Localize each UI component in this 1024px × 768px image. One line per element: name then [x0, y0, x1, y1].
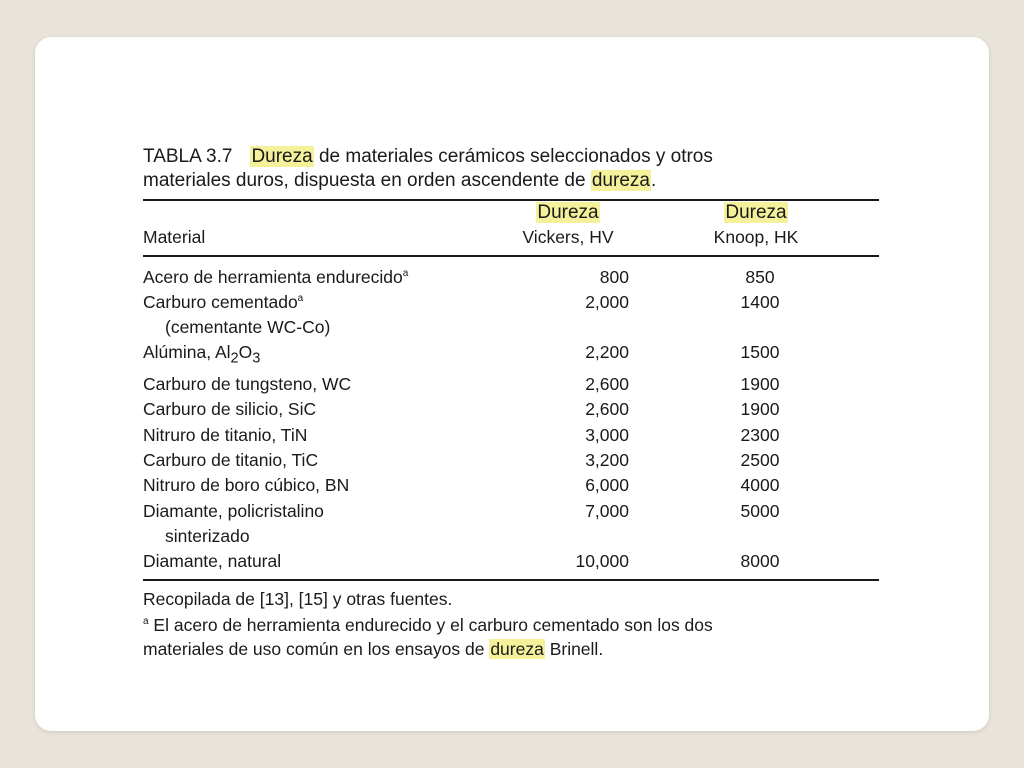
cell-material: Carburo de titanio, TiC — [143, 450, 319, 471]
table-row — [143, 499, 879, 550]
footnote-text-line1: El acero de herramienta endurecido y el carburo cementado son los dos — [148, 614, 713, 635]
header-vickers — [503, 201, 633, 255]
table-header-row — [143, 201, 879, 255]
bottom-rule — [143, 579, 879, 581]
table-row — [143, 372, 879, 397]
cell-material: Carburo de tungsteno, WC — [143, 374, 352, 395]
cell-vickers: 3,000 — [585, 424, 629, 445]
header-knoop — [633, 201, 879, 255]
cell-knoop: 2500 — [740, 450, 780, 471]
footnote-text-end: Brinell. — [544, 638, 604, 659]
table-row — [143, 397, 879, 422]
cell-knoop: 1900 — [740, 374, 780, 395]
cell-knoop: 2300 — [740, 424, 780, 445]
source-note: Recopilada de [13], [15] y otras fuentes. — [143, 588, 453, 609]
table-row — [143, 448, 879, 473]
caption-text-line2: materiales duros, dispuesta en orden ascendente de — [143, 170, 591, 191]
cell-material: Nitruro de boro cúbico, BN — [143, 475, 350, 496]
cell-vickers: 6,000 — [585, 475, 629, 496]
cell-vickers: 10,000 — [575, 551, 629, 572]
table-row — [143, 290, 879, 341]
cell-vickers: 800 — [599, 266, 629, 287]
cell-material: Diamante, policristalino sinterizado — [143, 500, 324, 546]
hardness-table — [143, 201, 879, 255]
cell-material: Carburo de silicio, SiC — [143, 399, 317, 420]
table-row — [143, 549, 879, 574]
cell-knoop: 1500 — [740, 342, 780, 363]
cell-vickers: 2,000 — [585, 291, 629, 312]
table-row — [143, 265, 879, 290]
cell-vickers: 7,000 — [585, 500, 629, 521]
caption-highlight-dureza-2: dureza — [591, 170, 650, 191]
cell-vickers: 3,200 — [585, 450, 629, 471]
table-row — [143, 423, 879, 448]
table-row — [143, 340, 879, 372]
table-notes — [143, 587, 879, 661]
header-vickers-dureza: Dureza — [537, 202, 599, 223]
cell-knoop: 4000 — [740, 475, 780, 496]
caption-label: TABLA 3.7 — [143, 146, 233, 167]
cell-material: Acero de herramienta endurecido$^a$ — [143, 266, 409, 287]
hardness-table-body — [143, 257, 879, 575]
document-card — [35, 37, 989, 731]
cell-material: Carburo cementado$^a$ (cementante WC-Co) — [143, 291, 331, 338]
header-knoop-unit: Knoop, HK — [713, 227, 799, 247]
table-caption — [143, 145, 879, 193]
cell-knoop: 1400 — [740, 291, 780, 312]
cell-material: Nitruro de titanio, TiN — [143, 424, 308, 445]
cell-material: Diamante, natural — [143, 551, 282, 572]
caption-text-line1: de materiales cerámicos seleccionados y otros — [313, 146, 713, 167]
cell-knoop: 5000 — [740, 500, 780, 521]
cell-knoop: 850 — [745, 266, 775, 287]
header-vickers-unit: Vickers, HV — [522, 227, 614, 247]
cell-knoop: 1900 — [740, 399, 780, 420]
cell-vickers: 2,200 — [585, 342, 629, 363]
footnote-mark: a — [143, 615, 149, 627]
table-document — [143, 145, 879, 661]
cell-knoop: 8000 — [740, 551, 780, 572]
cell-material-continued: (cementante WC-Co) — [165, 317, 331, 338]
cell-vickers: 2,600 — [585, 374, 629, 395]
cell-material: Alúmina, $Al_2O_3$ — [143, 342, 261, 367]
caption-period: . — [650, 170, 657, 191]
footnote-highlight-dureza: dureza — [490, 638, 544, 659]
cell-vickers: 2,600 — [585, 399, 629, 420]
footnote — [143, 613, 879, 661]
table-row — [143, 473, 879, 498]
footnote-text-line2: materiales de uso común en los ensayos de — [143, 638, 490, 659]
header-material: Material — [143, 227, 206, 247]
caption-highlight-dureza: Dureza — [251, 146, 313, 167]
header-knoop-dureza: Dureza — [725, 202, 787, 223]
cell-material-continued: sinterizado — [165, 525, 250, 546]
